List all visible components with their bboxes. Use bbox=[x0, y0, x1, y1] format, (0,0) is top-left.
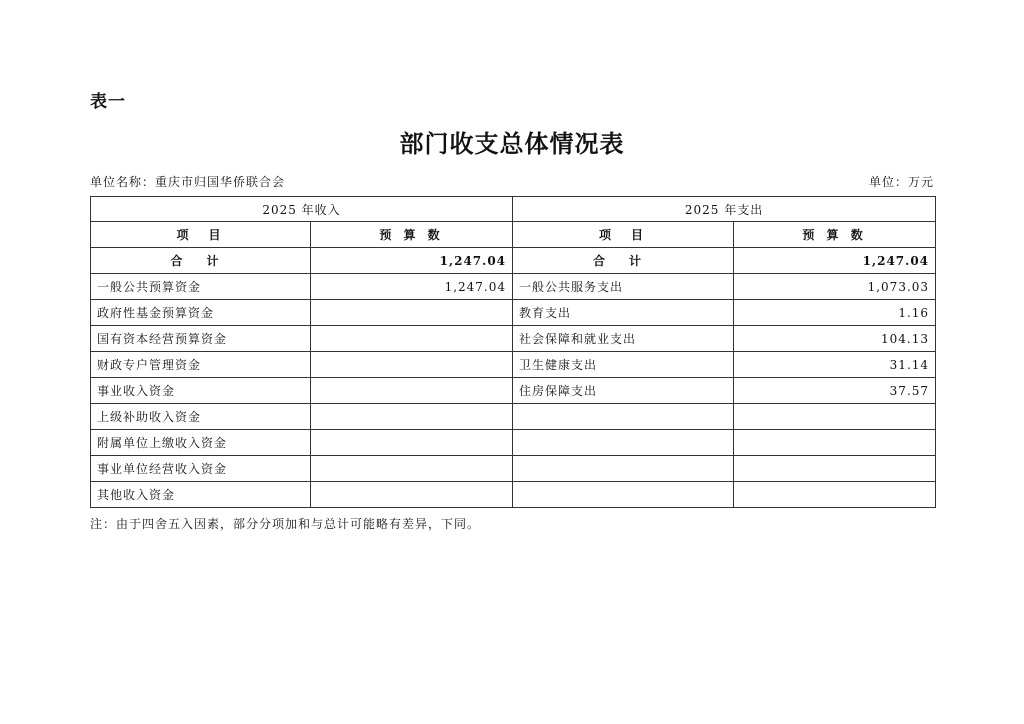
income-amount-cell bbox=[311, 456, 513, 482]
expense-total-label: 合 计 bbox=[513, 248, 734, 274]
table-label: 表一 bbox=[90, 92, 126, 112]
income-item-cell: 上级补助收入资金 bbox=[91, 404, 311, 430]
expense-amount-cell bbox=[734, 482, 936, 508]
income-amount-cell bbox=[311, 352, 513, 378]
income-amount-header: 预 算 数 bbox=[311, 222, 513, 248]
expense-item-cell bbox=[513, 482, 734, 508]
expense-item-cell: 一般公共服务支出 bbox=[513, 274, 734, 300]
income-item-cell: 政府性基金预算资金 bbox=[91, 300, 311, 326]
unit-money: 单位：万元 bbox=[868, 175, 934, 189]
income-item-cell: 事业收入资金 bbox=[91, 378, 311, 404]
unit-org-name: 单位名称：重庆市归国华侨联合会 bbox=[90, 175, 286, 189]
expense-amount-cell: 104.13 bbox=[734, 326, 936, 352]
table-row bbox=[91, 300, 936, 326]
income-section-header: 2025 年收入 bbox=[91, 197, 513, 222]
total-row bbox=[91, 248, 936, 274]
table-row bbox=[91, 456, 936, 482]
expense-item-cell bbox=[513, 404, 734, 430]
income-item-cell: 附属单位上缴收入资金 bbox=[91, 430, 311, 456]
income-item-cell: 国有资本经营预算资金 bbox=[91, 326, 311, 352]
table-row bbox=[91, 326, 936, 352]
income-item-cell: 财政专户管理资金 bbox=[91, 352, 311, 378]
table-row bbox=[91, 352, 936, 378]
section-header-row bbox=[91, 197, 936, 222]
income-item-cell: 其他收入资金 bbox=[91, 482, 311, 508]
income-amount-cell bbox=[311, 404, 513, 430]
expense-total-value: 1,247.04 bbox=[734, 248, 936, 274]
table-row bbox=[91, 378, 936, 404]
expense-item-header: 项 目 bbox=[513, 222, 734, 248]
table-row bbox=[91, 274, 936, 300]
expense-item-cell: 社会保障和就业支出 bbox=[513, 326, 734, 352]
expense-amount-cell bbox=[734, 430, 936, 456]
data-rows bbox=[91, 274, 936, 508]
expense-amount-cell: 1,073.03 bbox=[734, 274, 936, 300]
footnote: 注：由于四舍五入因素，部分分项加和与总计可能略有差异，下同。 bbox=[90, 517, 481, 531]
income-total-value: 1,247.04 bbox=[311, 248, 513, 274]
expense-amount-cell: 31.14 bbox=[734, 352, 936, 378]
income-item-cell: 事业单位经营收入资金 bbox=[91, 456, 311, 482]
expense-amount-header: 预 算 数 bbox=[734, 222, 936, 248]
expense-amount-cell bbox=[734, 404, 936, 430]
table-row bbox=[91, 430, 936, 456]
expense-item-cell: 住房保障支出 bbox=[513, 378, 734, 404]
expense-amount-cell bbox=[734, 456, 936, 482]
page-title: 部门收支总体情况表 bbox=[399, 129, 625, 158]
income-total-label: 合 计 bbox=[91, 248, 311, 274]
income-amount-cell bbox=[311, 430, 513, 456]
expense-item-cell bbox=[513, 456, 734, 482]
expense-item-cell bbox=[513, 430, 734, 456]
income-amount-cell bbox=[311, 326, 513, 352]
column-header-row bbox=[91, 222, 936, 248]
income-amount-cell: 1,247.04 bbox=[311, 274, 513, 300]
table-row bbox=[91, 482, 936, 508]
expense-amount-cell: 37.57 bbox=[734, 378, 936, 404]
expense-item-cell: 卫生健康支出 bbox=[513, 352, 734, 378]
expense-section-header: 2025 年支出 bbox=[513, 197, 936, 222]
income-amount-cell bbox=[311, 300, 513, 326]
expense-amount-cell: 1.16 bbox=[734, 300, 936, 326]
income-item-cell: 一般公共预算资金 bbox=[91, 274, 311, 300]
income-amount-cell bbox=[311, 482, 513, 508]
table-row bbox=[91, 404, 936, 430]
budget-table bbox=[90, 196, 936, 508]
income-item-header: 项 目 bbox=[91, 222, 311, 248]
expense-item-cell: 教育支出 bbox=[513, 300, 734, 326]
income-amount-cell bbox=[311, 378, 513, 404]
